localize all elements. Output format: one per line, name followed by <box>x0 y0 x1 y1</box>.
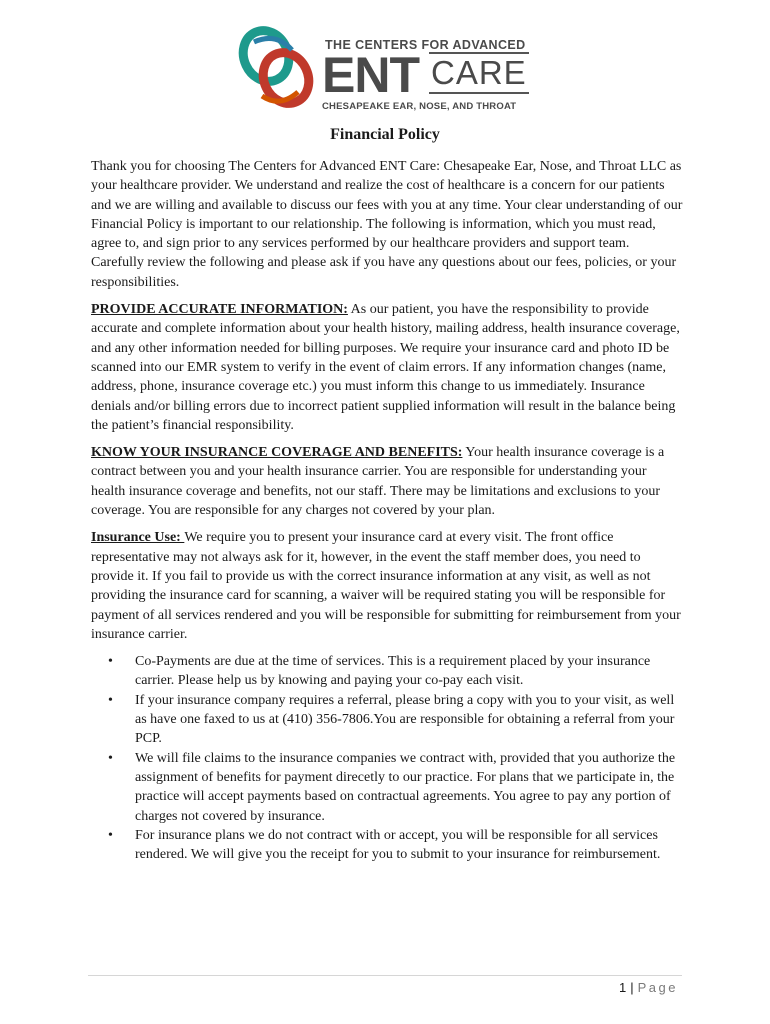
section-text: We require you to present your insurance card at every visit. The front office representative may not always ask for it, however, in the event the staff member does, you need to provide it. If you fail to provide us with the correct insurance information at any visit, as well as not providing the insurance card for scanning, a waiver will be required stating you will be responsible for payment of all services rendered and you will be responsible for submitting for reimbursement from your insurance carrier. <box>91 530 681 642</box>
list-item: • Co-Payments are due at the time of services. This is a requirement placed by your insurance carrier. Please help us by knowing and paying your co-pay each visit. <box>135 652 683 691</box>
list-item: • If your insurance company requires a referral, please bring a copy with you to your visit, as well as have one faxed to us at (410) 356-7806.You are responsible for obtaining a referral from your PCP. <box>135 691 683 749</box>
page-footer <box>619 980 678 995</box>
section-heading: PROVIDE ACCURATE INFORMATION: <box>91 302 348 318</box>
section-heading: KNOW YOUR INSURANCE COVERAGE AND BENEFITS: <box>91 445 463 461</box>
logo-wordmark <box>322 47 529 103</box>
insurance-bullet-list <box>91 652 683 864</box>
footer-divider <box>88 975 682 976</box>
footer-separator: | <box>630 980 634 995</box>
page-label: Page <box>637 980 678 995</box>
page-number: 1 <box>619 980 627 995</box>
list-item: • For insurance plans we do not contract with or accept, you will be responsible for all services rendered. We will give you the receipt for you to submit to your insurance for reimbursement. <box>135 826 683 865</box>
page-title: Financial Policy <box>330 126 440 143</box>
section-accurate-information <box>91 300 683 435</box>
logo-tagline-bottom: CHESAPEAKE EAR, NOSE, AND THROAT <box>322 101 517 112</box>
list-item: • We will file claims to the insurance companies we contract with, provided that you authorize the assignment of benefits for payment direcetly to our practice. For plans that we participate in, the practice will accept payments based on contractual agreements. You agree to pay any portion of charges not covered by insurance. <box>135 749 683 826</box>
section-text: Your health insurance coverage is a contract between you and your health insurance carrier. You are responsible for understanding your health insurance coverage and benefits, not our staff. There may be limitations and exclusions to your coverage. You are responsible for any charges not covered by your plan. <box>91 445 665 519</box>
section-coverage-benefits <box>91 443 683 520</box>
document-body <box>91 157 683 864</box>
section-insurance-use <box>91 528 683 644</box>
intro-paragraph: Thank you for choosing The Centers for Advanced ENT Care: Chesapeake Ear, Nose, and Throat LLC as your healthcare provider. We understand and realize the cost of healthcare is a concern for our patients and we are willing and available to discuss our fees with you at any time. Your clear understanding of our Financial Policy is important to our relationship. The following is information, which you must read, agree to, and sign prior to any services performed by our healthcare providers and support team. Carefully review the following and please ask if you have any questions about our fees, policies, or your responsibilities. <box>91 159 683 290</box>
logo-care-text: CARE <box>431 54 527 91</box>
logo-tagline-top: THE CENTERS FOR ADVANCED <box>325 38 526 52</box>
section-heading: Insurance Use: <box>91 530 185 546</box>
logo-ent-text: ENT <box>322 47 419 103</box>
interlocked-rings-logo-icon <box>236 22 318 114</box>
logo-care-box <box>429 52 529 94</box>
section-text: As our patient, you have the responsibility to provide accurate and complete information about your health history, mailing address, health insurance coverage, and any other information needed for billing purposes. We require your insurance card and photo ID be scanned into our EMR system to verify in the event of claim errors. If any information changes (name, address, phone, insurance coverage etc.) you must inform this change to us immediately. Insurance denials and/or billing errors due to incorrect patient supplied information will result in the balance being the patient’s financial responsibility. <box>91 302 680 433</box>
practice-logo <box>236 22 536 114</box>
